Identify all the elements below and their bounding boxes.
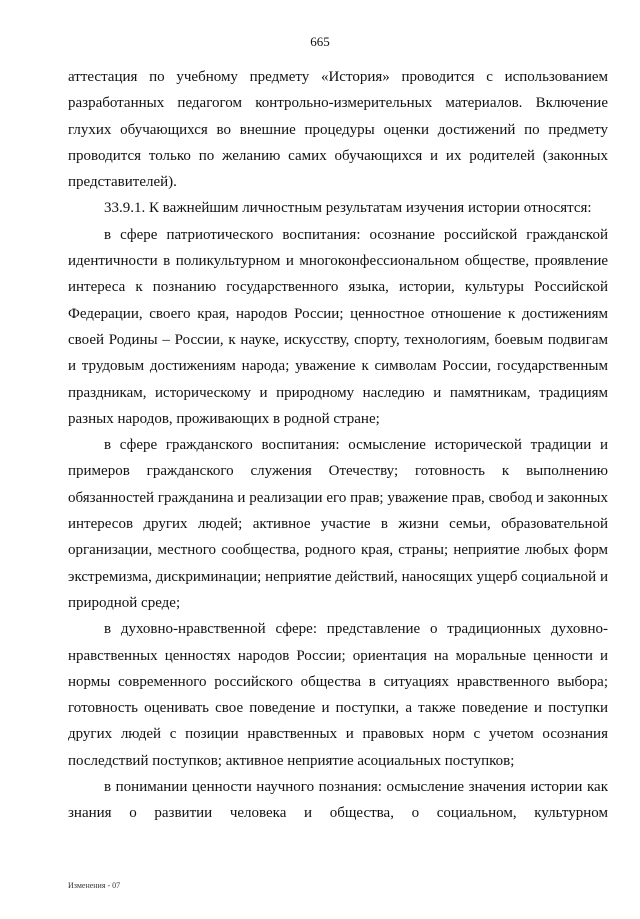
paragraph-civic: в сфере гражданского воспитания: осмысление исторической традиции и примеров гражданского служения Отечеству; готовность к выполнению обязанностей гражданина и реализации его прав; уважение прав, свобод и законных интересов других людей; активное участие в жизни семьи, образовательной организации, местного сообщества, родного края, страны; неприятие любых форм экстремизма, дискриминации; неприятие действий, наносящих ущерб социальной и природной среде; xyxy=(68,437,608,611)
paragraph-moral: в духовно-нравственной сфере: представление о традиционных духовно-нравственных ценностях народов России; ориентация на моральные ценности и нормы современного российского общества в ситуациях нравственного выбора; готовность оценивать свое поведение и поступки, а также поведение и поступки других людей с позиции нравственных и правовых норм с учетом осознания последствий поступков; активное неприятие асоциальных поступков; xyxy=(68,621,608,769)
document-body xyxy=(68,64,608,827)
footer-note: Изменения - 07 xyxy=(68,881,121,890)
page-number: 665 xyxy=(310,34,330,49)
paragraph-section-heading: 33.9.1. К важнейшим личностным результатам изучения истории относятся: xyxy=(104,200,592,217)
paragraph-scientific: в понимании ценности научного познания: осмысление значения истории как знания о развитии человека и общества, о социальном, культурном xyxy=(68,779,608,822)
paragraph-patriotic: в сфере патриотического воспитания: осознание российской гражданской идентичности в поликультурном и многоконфессиональном обществе, проявление интереса к познанию государственного языка, истории, культуры Российской Федерации, своего края, народов России; ценностное отношение к достижениям своей Родины – России, к науке, искусству, спорту, технологиям, боевым подвигам и трудовым достижениям народа; уважение к символам России, государственным праздникам, историческому и природному наследию и памятникам, традициям разных народов, проживающих в родной стране; xyxy=(68,226,608,427)
paragraph-attestation: аттестация по учебному предмету «История» проводится с использованием разработанных педагогом контрольно-измерительных материалов. Включение глухих обучающихся во внешние процедуры оценки достижений по предмету проводится только по желанию самих обучающихся и их родителей (законных представителей). xyxy=(68,69,608,191)
